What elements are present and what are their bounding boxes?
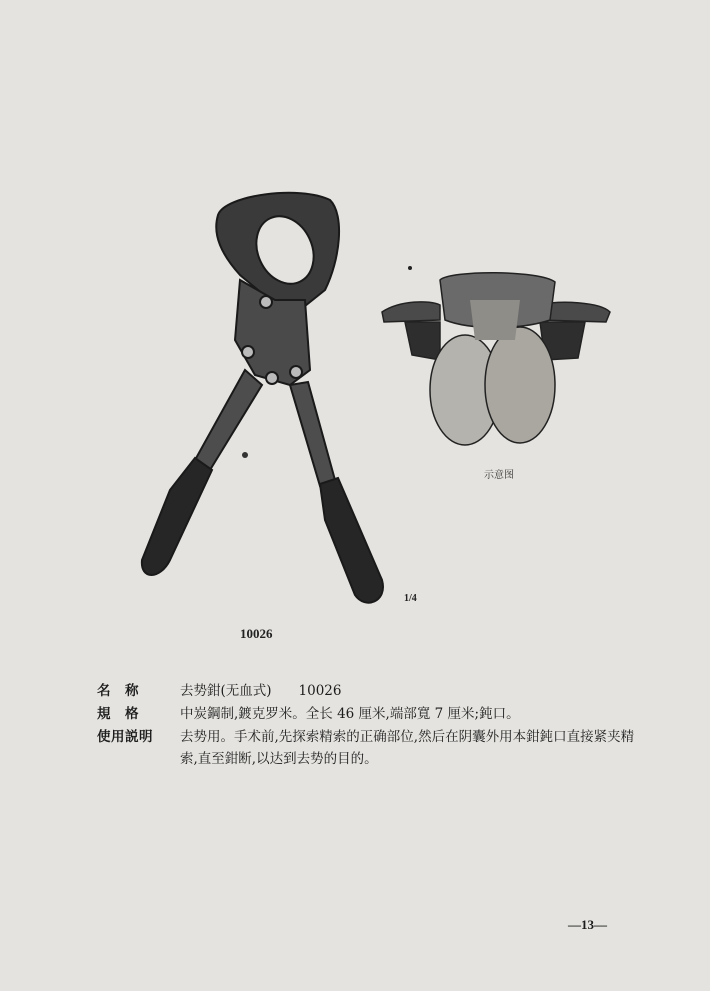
name-value: 去势鉗(无血式) 10026 xyxy=(180,683,342,699)
forceps-drawing xyxy=(142,193,383,603)
figure-catalog-number: 10026 xyxy=(240,626,273,641)
spec-value: 中炭鋼制,鍍克罗米。全长 46 厘米,端部寬 7 厘米;鈍口。 xyxy=(180,706,520,722)
spec-label: 規 格 xyxy=(97,706,139,722)
page-number: —13— xyxy=(568,917,607,932)
schematic-caption: 示意图 xyxy=(484,470,514,481)
schematic-illustration xyxy=(382,273,610,445)
usage-value: 去势用。手术前,先探索精索的正确部位,然后在阴囊外用本鉗鈍口直接紧夹精索,直至鉗断,以达到去势的目的。 xyxy=(180,729,635,767)
name-label: 名 称 xyxy=(97,683,139,699)
usage-label: 使用説明 xyxy=(97,729,153,745)
scale-mark: 1/4 xyxy=(404,593,417,604)
